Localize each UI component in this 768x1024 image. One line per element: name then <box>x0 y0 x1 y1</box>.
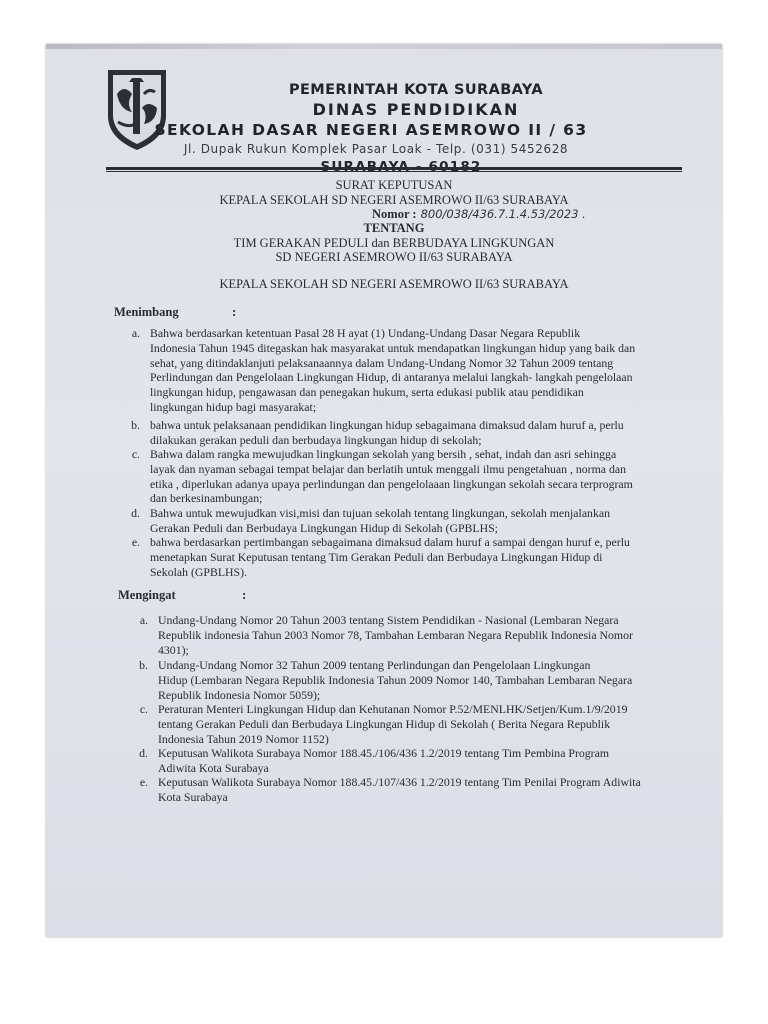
mengingat-item-text <box>158 658 632 702</box>
decree-tentang: TENTANG <box>363 221 425 235</box>
decree-subject-line1: TIM GERAKAN PEDULI dan BERBUDAYA LINGKUNGAN <box>233 236 555 250</box>
letterhead-address: Jl. Dupak Rukun Komplek Pasar Loak - Telp. (031) 5452628 <box>183 142 569 156</box>
document-page <box>46 44 722 937</box>
letterhead-agency: DINAS PENDIDIKAN <box>312 100 520 119</box>
menimbang-item-line: dilakukan gerakan peduli dan berbudaya lingkungan hidup di sekolah; <box>150 432 482 447</box>
menimbang-item-line: layak dan nyaman sebagai tempat belajar dan berlatih untuk menggali ilmu pengetahuan , norma dan <box>150 461 626 476</box>
mengingat-item-line: Peraturan Menteri Lingkungan Hidup dan Kehutanan Nomor P.52/MENLHK/Setjen/Kum.1/9/2019 <box>158 702 628 716</box>
mengingat-item-text <box>158 775 641 805</box>
menimbang-heading: Menimbang <box>114 305 179 319</box>
mengingat-item-letter: a. <box>139 613 148 627</box>
menimbang-item-letter: b. <box>131 418 140 432</box>
mengingat-colon: : <box>242 587 247 602</box>
decree-number-label: Nomor : <box>372 207 417 221</box>
menimbang-item-line: Indonesia Tahun 1945 ditegaskan hak masyarakat untuk mendapatkan lingkungan hidup yang baik dan <box>150 340 636 355</box>
menimbang-item-line: bahwa untuk pelaksanaan pendidikan lingkungan hidup sebagaimana dimaksud dalam huruf a, perlu <box>150 418 624 432</box>
mengingat-item-text <box>158 702 628 746</box>
mengingat-item-text <box>158 613 633 657</box>
decree-type: SURAT KEPUTUSAN <box>335 178 453 192</box>
decree-issuer: KEPALA SEKOLAH SD NEGERI ASEMROWO II/63 SURABAYA <box>219 277 569 291</box>
menimbang-item-letter: c. <box>131 447 140 461</box>
menimbang-item-line: Gerakan Peduli dan Berbudaya Lingkungan Hidup di Sekolah (GPBLHS; <box>150 520 498 535</box>
menimbang-item-line: Bahwa berdasarkan ketentuan Pasal 28 H ayat (1) Undang-Undang Dasar Negara Republik <box>150 326 581 340</box>
menimbang-item-line: etika , diperlukan adanya upaya perlindungan dan pengelolaaan lingkungan sekolah secara terprogram <box>150 476 633 491</box>
mengingat-item-line: tentang Gerakan Peduli dan Berbudaya Lingkungan Hidup di Sekolah ( Berita Negara Republik <box>158 716 611 731</box>
mengingat-item-letter: c. <box>139 702 148 716</box>
decree-number-value: 800/038/436.7.1.4.53/2023 . <box>420 207 586 221</box>
menimbang-item-line: Sekolah (GPBLHS). <box>150 564 247 579</box>
mengingat-item-text <box>158 746 609 776</box>
mengingat-item-line: Keputusan Walikota Surabaya Nomor 188.45./107/436 1.2/2019 tentang Tim Penilai Program Adiwita <box>158 775 641 789</box>
letterhead <box>154 82 656 175</box>
menimbang-item-text <box>150 418 624 448</box>
decree-subject-line2: SD NEGERI ASEMROWO II/63 SURABAYA <box>275 250 513 264</box>
decree-issuer-line: KEPALA SEKOLAH SD NEGERI ASEMROWO II/63 SURABAYA <box>219 193 569 207</box>
mengingat-item-letter: d. <box>139 746 148 760</box>
menimbang-item-letter: e. <box>131 535 140 549</box>
mengingat-item-line: Republik indonesia Tahun 2003 Nomor 78, Tambahan Lembaran Negara Republik Indonesia Nomor <box>158 627 633 642</box>
menimbang-item-line: Bahwa dalam rangka mewujudkan lingkungan sekolah yang bersih , sehat, indah dan asri sehingga <box>150 447 617 461</box>
menimbang-item-line: sehat, yang ditindaklanjuti pelaksanaannya dalam Undang-Undang Nomor 32 Tahun 2009 tentang <box>150 355 614 370</box>
mengingat-item-line: Undang-Undang Nomor 32 Tahun 2009 tentang Perlindungan dan Pengelolaan Lingkungan <box>158 658 591 672</box>
mengingat-heading: Mengingat <box>118 588 176 602</box>
menimbang-item-line: lingkungan hidup bagi masyarakat; <box>150 399 317 414</box>
menimbang-item-line: Perlindungan dan Pengelolaan Lingkungan Hidup, di antaranya melalui langkah- langkah pengelolaan <box>150 370 633 385</box>
mengingat-item-letter: b. <box>139 658 148 672</box>
menimbang-item-line: dan berkesinambungan; <box>150 491 263 506</box>
mengingat-item-line: Adiwita Kota Surabaya <box>158 760 269 775</box>
menimbang-colon: : <box>232 304 237 319</box>
paper-edge <box>46 44 722 49</box>
menimbang-item-line: menetapkan Surat Keputusan tentang Tim Gerakan Peduli dan Berbudaya Lingkungan Hidup di <box>150 549 603 564</box>
mengingat-item-line: Keputusan Walikota Surabaya Nomor 188.45./106/436 1.2/2019 tentang Tim Pembina Program <box>158 746 610 760</box>
menimbang-item-text <box>150 506 610 536</box>
letterhead-school: SEKOLAH DASAR NEGERI ASEMROWO II / 63 <box>154 121 588 139</box>
mengingat-item-line: Indonesia Tahun 2019 Nomor 1152) <box>158 731 329 746</box>
letterhead-rule-thin <box>106 171 682 172</box>
menimbang-item-line: Bahwa untuk mewujudkan visi,misi dan tujuan sekolah tentang lingkungan, sekolah menjalankan <box>150 506 610 520</box>
mengingat-item-letter: e. <box>139 775 148 789</box>
menimbang-item-text <box>150 447 633 506</box>
mengingat-item-line: 4301); <box>158 642 189 657</box>
decree-number <box>372 207 586 222</box>
mengingat-item-line: Hidup (Lembaran Negara Republik Indonesia Tahun 2009 Nomor 140, Tambahan Lembaran Negara <box>158 672 633 687</box>
mengingat-item-line: Republik Indonesia Nomor 5059); <box>158 687 321 702</box>
letterhead-rule <box>106 167 682 170</box>
menimbang-item-letter: a. <box>131 326 140 340</box>
mengingat-item-line: Undang-Undang Nomor 20 Tahun 2003 tentang Sistem Pendidikan - Nasional (Lembaran Negara <box>158 613 619 627</box>
menimbang-item-line: bahwa berdasarkan pertimbangan sebagaimana dimaksud dalam huruf a sampai dengan huruf e, perlu <box>150 535 630 549</box>
menimbang-item-text <box>150 535 630 579</box>
menimbang-item-line: lingkungan hidup, pengawasan dan penegakan hukum, serta edukasi publik atau pendidikan <box>150 385 584 400</box>
menimbang-item-letter: d. <box>131 506 140 520</box>
letterhead-government: PEMERINTAH KOTA SURABAYA <box>288 82 544 98</box>
menimbang-item-text <box>150 326 635 415</box>
mengingat-item-line: Kota Surabaya <box>158 789 228 804</box>
